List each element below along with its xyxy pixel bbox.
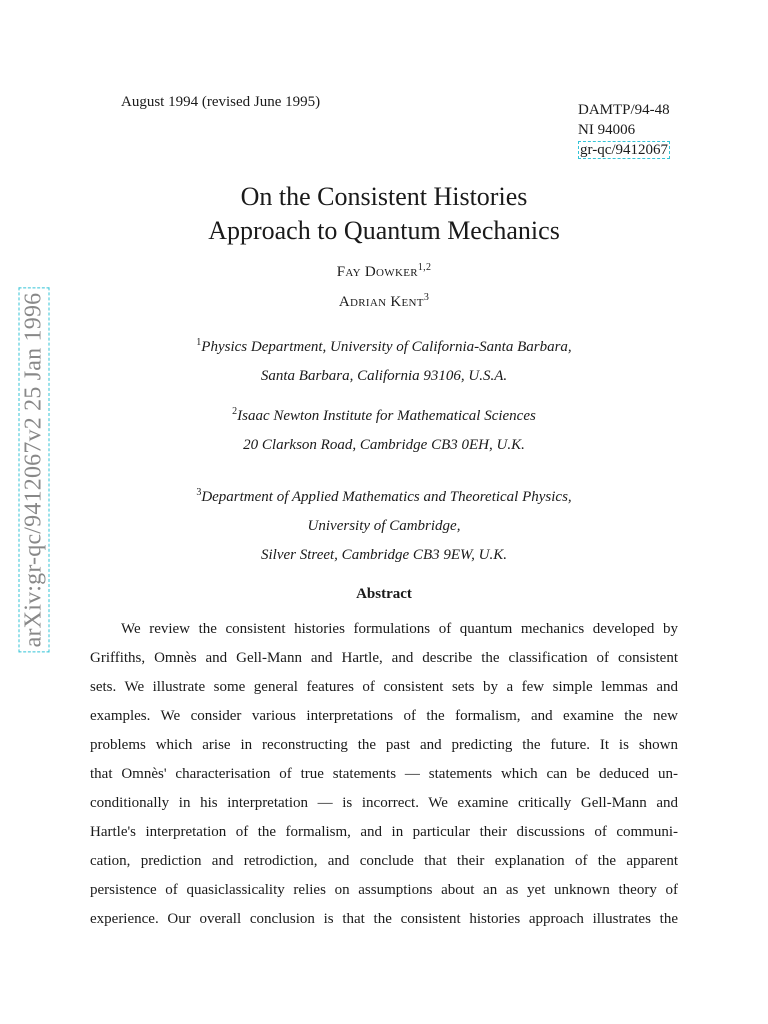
abstract-line: examples. We consider various interpretations of the formalism, and examine the new [90, 708, 678, 724]
report-numbers [578, 100, 670, 160]
affiliation-superscript: 2 [232, 406, 238, 417]
report-number-ni: NI 94006 [578, 122, 636, 138]
affiliation-line: University of Cambridge, [307, 518, 461, 534]
abstract-line: cation, prediction and retrodiction, and conclude that their explanation of the apparent [90, 853, 678, 869]
abstract-line: We review the consistent histories formulations of quantum mechanics developed by [121, 621, 678, 637]
abstract-line: persistence of quasiclassicality relies on assumptions about an as yet unknown theory of [90, 882, 678, 898]
affiliation-line: 20 Clarkson Road, Cambridge CB3 0EH, U.K. [243, 437, 525, 453]
affiliation-line: Silver Street, Cambridge CB3 9EW, U.K. [261, 547, 507, 563]
author-name: Fay Dowker [336, 264, 418, 280]
affiliation-line: Santa Barbara, California 93106, U.S.A. [260, 368, 508, 384]
abstract-line: Griffiths, Omnès and Gell-Mann and Hartle, and describe the classification of consistent [90, 650, 678, 666]
abstract-heading: Abstract [356, 586, 412, 602]
affiliation-superscript: 3 [196, 487, 202, 498]
date-line: August 1994 (revised June 1995) [121, 94, 321, 110]
abstract-line: experience. Our overall conclusion is that the consistent histories approach illustrates the [90, 911, 678, 927]
affiliation-3 [0, 478, 768, 570]
author-2 [0, 292, 768, 311]
title-line-1: On the Consistent Histories [240, 182, 528, 211]
abstract-line: problems which arise in reconstructing the past and predicting the future. It is shown [90, 737, 678, 753]
abstract-line: that Omnès' characterisation of true statements — statements which can be deduced un- [90, 766, 678, 782]
abstract-body [90, 615, 678, 934]
affiliation-superscript: 1 [196, 337, 202, 348]
author-name: Adrian Kent [338, 294, 424, 310]
paper-title [0, 180, 768, 248]
abstract-line: sets. We illustrate some general features of consistent sets by a few simple lemmas and [90, 679, 678, 695]
affiliation-1 [0, 328, 768, 391]
author-superscript: 1,2 [417, 262, 432, 273]
arxiv-identifier-stamp[interactable]: arXiv:gr-qc/9412067v2 25 Jan 1996 [19, 288, 50, 653]
affiliation-2 [0, 397, 768, 460]
author-1 [0, 262, 768, 281]
report-number-damtp: DAMTP/94-48 [578, 102, 670, 118]
affiliation-line: Isaac Newton Institute for Mathematical Sciences [237, 408, 536, 424]
affiliation-line: Physics Department, University of California-Santa Barbara, [201, 339, 572, 355]
abstract-line: conditionally in his interpretation — is incorrect. We examine critically Gell-Mann and [90, 795, 678, 811]
title-line-2: Approach to Quantum Mechanics [208, 216, 560, 245]
eprint-link[interactable]: gr-qc/9412067 [580, 142, 669, 158]
author-superscript: 3 [423, 292, 430, 303]
abstract-line: Hartle's interpretation of the formalism, and in particular their discussions of communi- [90, 824, 678, 840]
affiliation-line: Department of Applied Mathematics and Theoretical Physics, [201, 489, 572, 505]
